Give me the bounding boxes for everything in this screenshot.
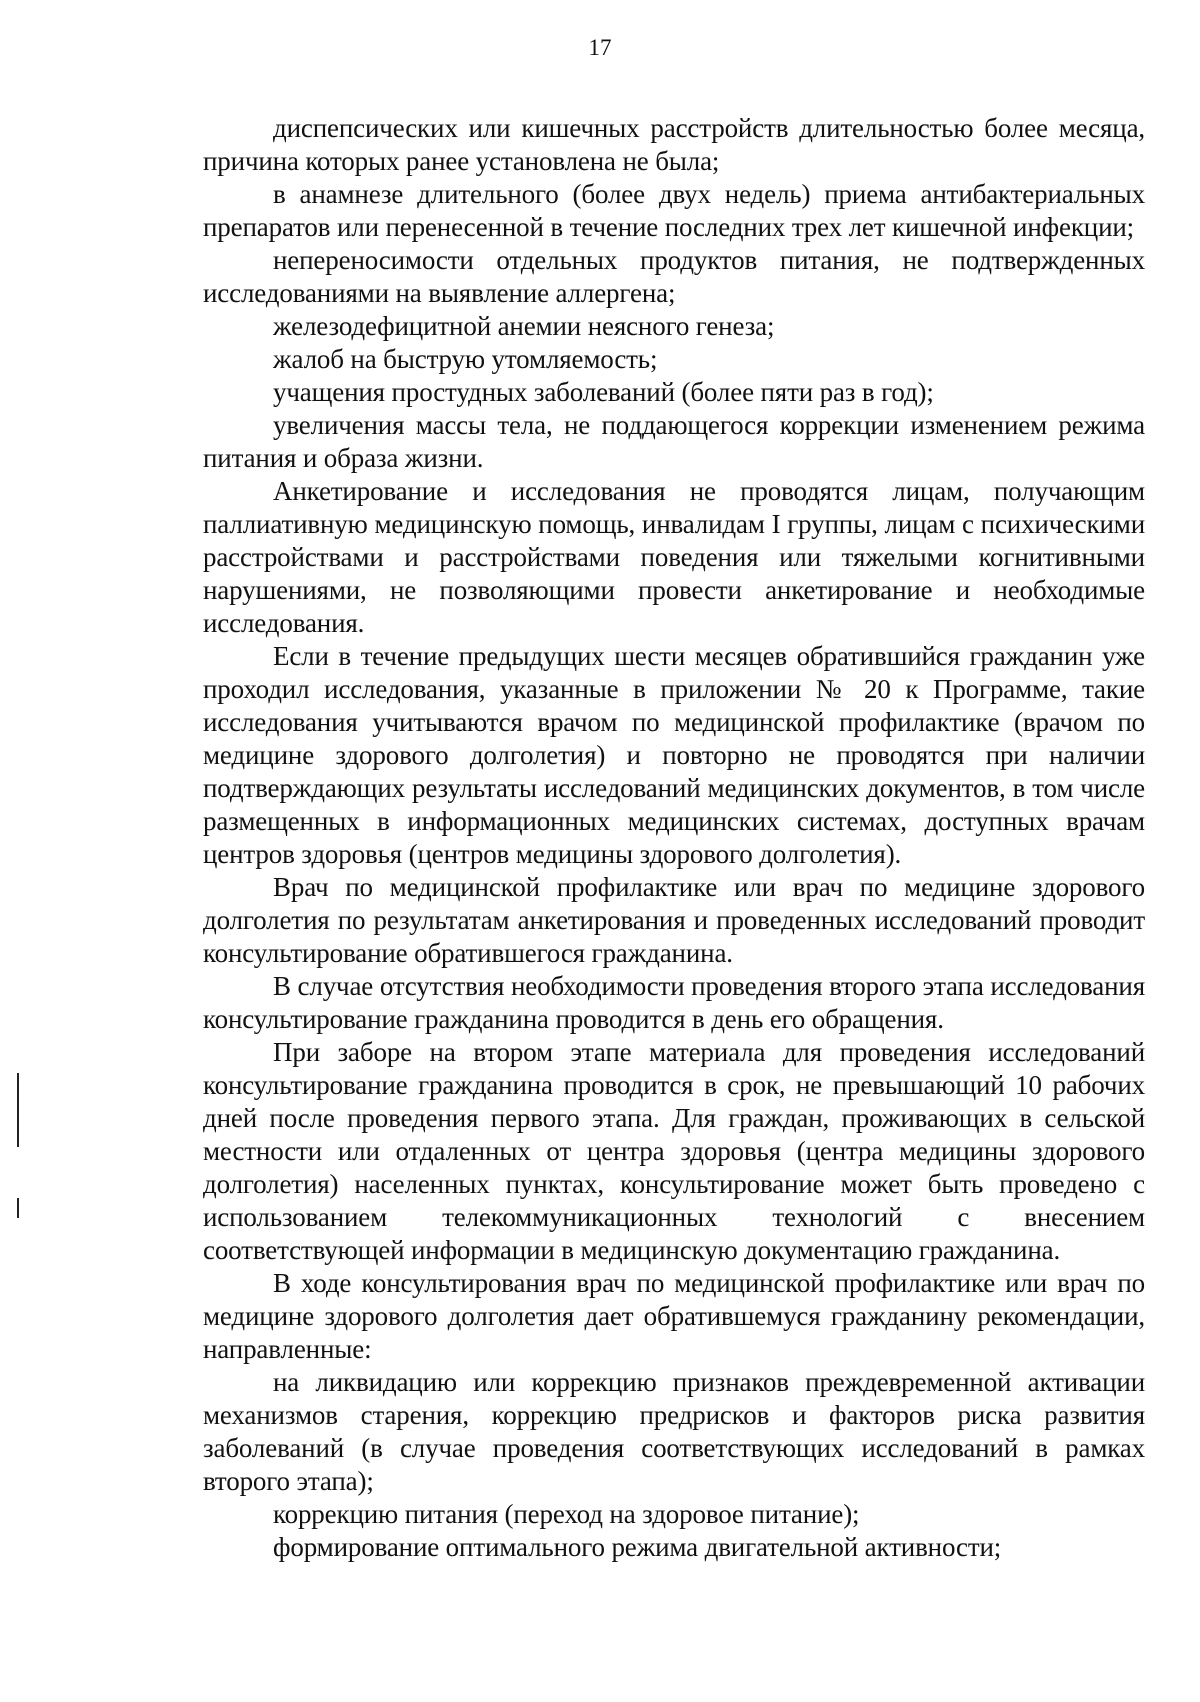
document-body	[203, 112, 1145, 1564]
page-number: 17	[588, 35, 612, 60]
paragraph: При заборе на втором этапе материала для проведения исследований консультирование гражданина проводится в срок, не превышающий 10 рабочих дней после проведения первого этапа. Для граждан, проживающих в сельской местности или отдаленных от центра здоровья (центра медицины здорового долголетия) населенных пунктах, консультирование может быть проведено с использованием телекоммуникационных технологий с внесением соответствующей информации в медицинскую документацию гражданина.	[203, 1037, 1145, 1265]
paragraph: диспепсических или кишечных расстройств длительностью более месяца, причина которых ранее установлена не была;	[203, 113, 1145, 176]
paragraph: железодефицитной анемии неясного генеза;	[273, 311, 775, 341]
margin-scan-mark	[17, 1198, 19, 1218]
paragraph: В ходе консультирования врач по медицинской профилактике или врач по медицине здорового долголетия дает обратившемуся гражданину рекомендации, направленные:	[203, 1268, 1145, 1364]
paragraph: В случае отсутствия необходимости проведения второго этапа исследования консультирование гражданина проводится в день его обращения.	[203, 971, 1145, 1034]
paragraph: на ликвидацию или коррекцию признаков преждевременной активации механизмов старения, коррекцию предрисков и факторов риска развития заболеваний (в случае проведения соответствующих исследований в рамках второго этапа);	[203, 1367, 1145, 1496]
paragraph: Анкетирование и исследования не проводятся лицам, получающим паллиативную медицинскую помощь, инвалидам I группы, лицам с психическими расстройствами и расстройствами поведения или тяжелыми когнитивными нарушениями, не позволяющими провести анкетирование и необходимые исследования.	[203, 476, 1145, 638]
paragraph: формирование оптимального режима двигательной активности;	[273, 1532, 1002, 1562]
paragraph: Врач по медицинской профилактике или врач по медицине здорового долголетия по результатам анкетирования и проведенных исследований проводит консультирование обратившегося гражданина.	[203, 872, 1145, 968]
paragraph: непереносимости отдельных продуктов питания, не подтвержденных исследованиями на выявление аллергена;	[203, 245, 1145, 308]
margin-scan-mark	[17, 1073, 19, 1147]
paragraph: Если в течение предыдущих шести месяцев обратившийся гражданин уже проходил исследования, указанные в приложении № 20 к Программе, такие исследования учитываются врачом по медицинской профилактике (врачом по медицине здорового долголетия) и повторно не проводятся при наличии подтверждающих результаты исследований медицинских документов, в том числе размещенных в информационных медицинских системах, доступных врачам центров здоровья (центров медицины здорового долголетия).	[203, 641, 1145, 869]
paragraph: увеличения массы тела, не поддающегося коррекции изменением режима питания и образа жизни.	[203, 410, 1145, 473]
paragraph: жалоб на быструю утомляемость;	[273, 344, 658, 374]
paragraph: коррекцию питания (переход на здоровое питание);	[273, 1499, 860, 1529]
paragraph: учащения простудных заболеваний (более пяти раз в год);	[273, 377, 934, 407]
paragraph: в анамнезе длительного (более двух недель) приема антибактериальных препаратов или перенесенной в течение последних трех лет кишечной инфекции;	[203, 179, 1145, 242]
